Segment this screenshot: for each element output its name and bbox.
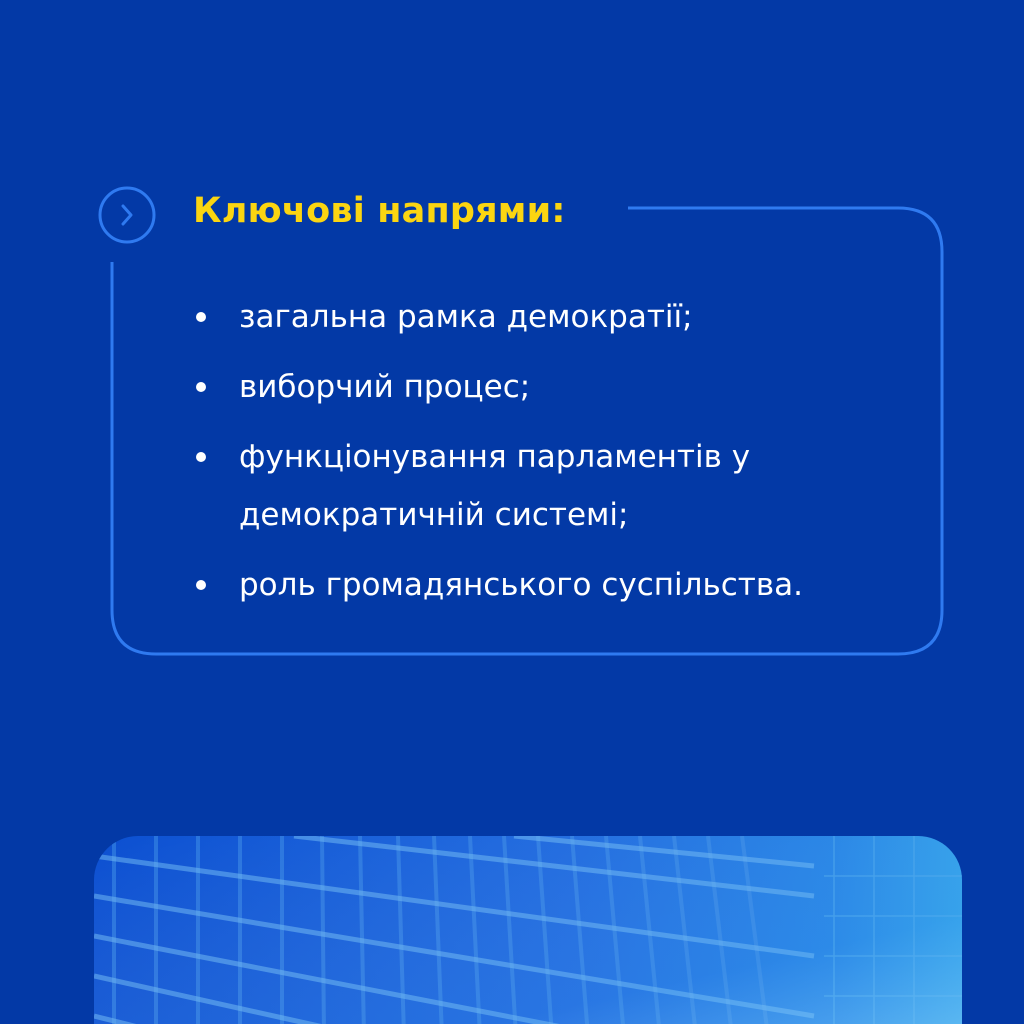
list-item-text: функціонування парламентів у демократичній системі; — [239, 439, 751, 533]
list-item-text: загальна рамка демократії; — [239, 299, 693, 335]
key-directions-list — [190, 288, 890, 626]
building-facade-image — [94, 836, 962, 1024]
list-item — [190, 358, 890, 416]
bullet-dot-icon — [196, 382, 206, 392]
building-facade-graphic — [94, 836, 962, 1024]
bullet-dot-icon — [196, 452, 206, 462]
chevron-right-circle-icon — [98, 186, 156, 244]
list-item-text: роль громадянського суспільства. — [239, 567, 803, 603]
list-item — [190, 428, 890, 544]
bullet-dot-icon — [196, 312, 206, 322]
list-item — [190, 288, 890, 346]
section-title: Ключові напрями: — [193, 191, 566, 231]
list-item — [190, 556, 890, 614]
bullet-dot-icon — [196, 580, 206, 590]
list-item-text: виборчий процес; — [239, 369, 531, 405]
